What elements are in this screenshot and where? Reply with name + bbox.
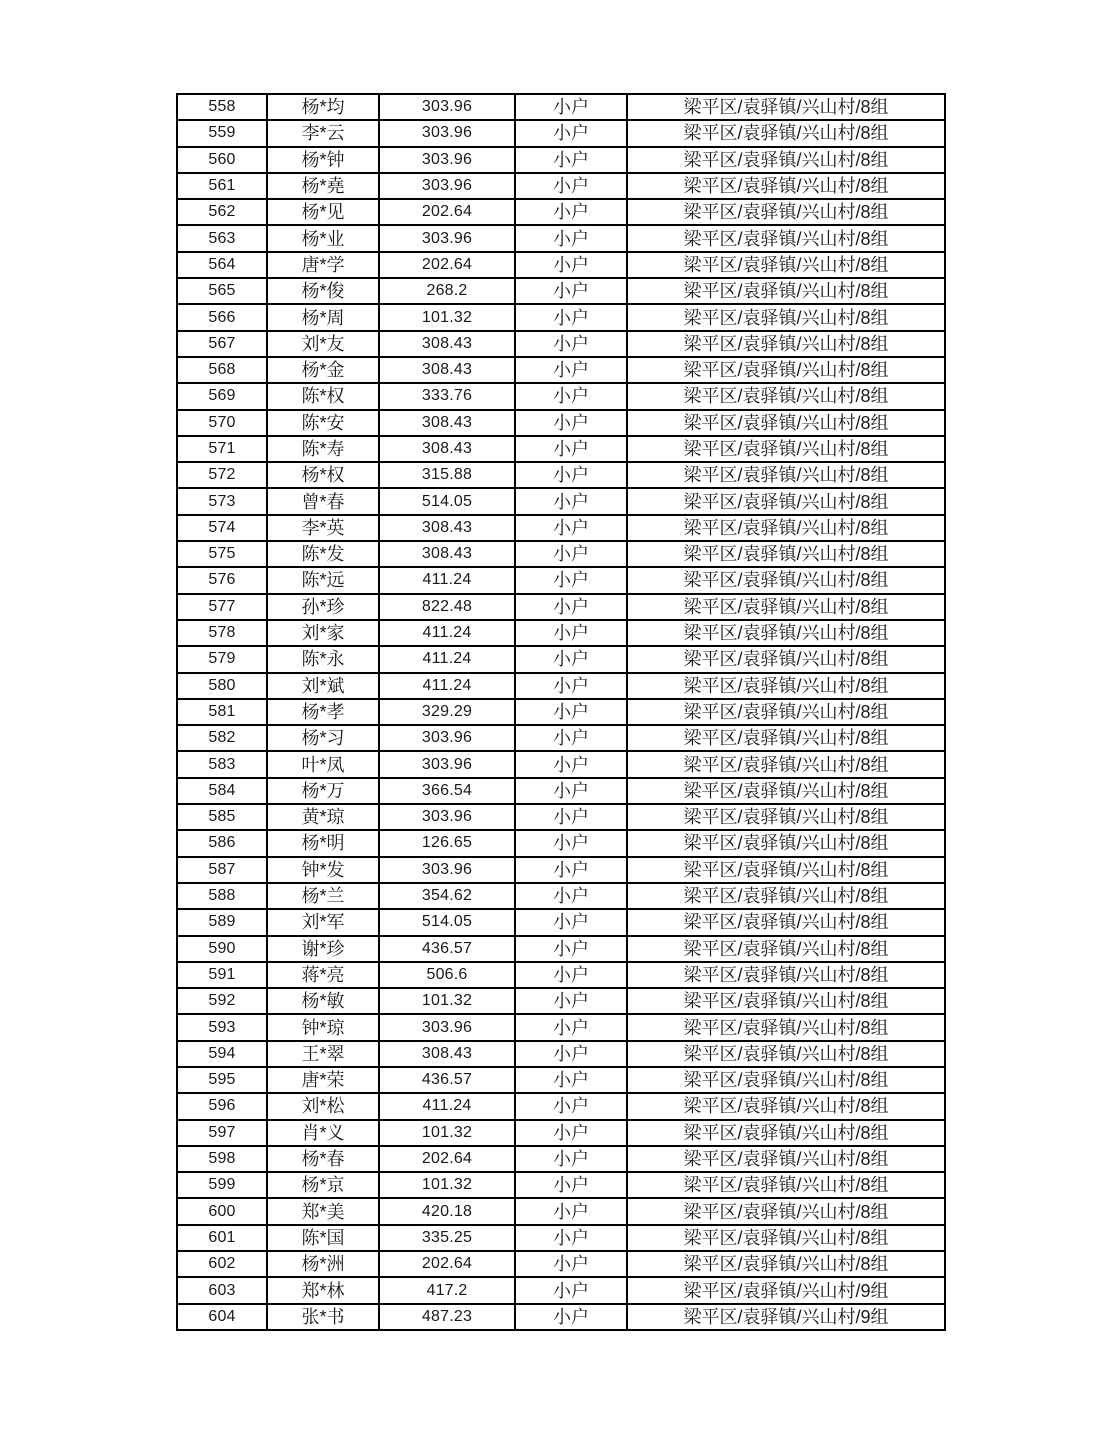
table-row [177,357,945,383]
table-row [177,830,945,856]
cell-household_type: 小户 [515,436,627,462]
cell-household_type: 小户 [515,462,627,488]
cell-amount: 333.76 [379,383,515,409]
cell-serial: 595 [177,1067,267,1093]
table-row [177,1304,945,1330]
table-row [177,594,945,620]
cell-serial: 588 [177,883,267,909]
cell-serial: 591 [177,962,267,988]
cell-amount: 308.43 [379,541,515,567]
cell-serial: 577 [177,594,267,620]
cell-amount: 514.05 [379,488,515,514]
cell-amount: 354.62 [379,883,515,909]
cell-amount: 411.24 [379,646,515,672]
cell-household_type: 小户 [515,804,627,830]
cell-name: 杨*金 [267,357,379,383]
cell-name: 杨*明 [267,830,379,856]
cell-serial: 566 [177,304,267,330]
cell-household_type: 小户 [515,883,627,909]
cell-name: 肖*义 [267,1120,379,1146]
cell-location: 梁平区/袁驿镇/兴山村/8组 [627,120,945,146]
cell-location: 梁平区/袁驿镇/兴山村/8组 [627,1067,945,1093]
table-row [177,488,945,514]
cell-household_type: 小户 [515,488,627,514]
cell-location: 梁平区/袁驿镇/兴山村/8组 [627,620,945,646]
cell-location: 梁平区/袁驿镇/兴山村/9组 [627,1277,945,1303]
cell-amount: 487.23 [379,1304,515,1330]
table-row [177,515,945,541]
cell-amount: 303.96 [379,725,515,751]
cell-household_type: 小户 [515,620,627,646]
table-row [177,1093,945,1119]
cell-location: 梁平区/袁驿镇/兴山村/8组 [627,594,945,620]
table-row [177,304,945,330]
cell-amount: 303.96 [379,147,515,173]
cell-serial: 598 [177,1146,267,1172]
table-row [177,225,945,251]
cell-amount: 101.32 [379,1120,515,1146]
table-body [177,94,945,1330]
cell-location: 梁平区/袁驿镇/兴山村/8组 [627,883,945,909]
cell-household_type: 小户 [515,1146,627,1172]
cell-name: 陈*远 [267,567,379,593]
cell-serial: 592 [177,988,267,1014]
cell-household_type: 小户 [515,1067,627,1093]
cell-location: 梁平区/袁驿镇/兴山村/8组 [627,1146,945,1172]
cell-serial: 597 [177,1120,267,1146]
cell-serial: 575 [177,541,267,567]
cell-name: 刘*友 [267,331,379,357]
cell-household_type: 小户 [515,988,627,1014]
cell-amount: 202.64 [379,252,515,278]
cell-household_type: 小户 [515,1041,627,1067]
cell-location: 梁平区/袁驿镇/兴山村/8组 [627,830,945,856]
table-row [177,1120,945,1146]
cell-location: 梁平区/袁驿镇/兴山村/8组 [627,357,945,383]
cell-serial: 581 [177,699,267,725]
cell-amount: 303.96 [379,857,515,883]
cell-serial: 593 [177,1014,267,1040]
table-row [177,646,945,672]
cell-amount: 202.64 [379,1251,515,1277]
cell-name: 蒋*亮 [267,962,379,988]
cell-serial: 600 [177,1198,267,1224]
cell-amount: 101.32 [379,988,515,1014]
cell-serial: 602 [177,1251,267,1277]
table-row [177,1251,945,1277]
cell-household_type: 小户 [515,936,627,962]
cell-name: 钟*发 [267,857,379,883]
cell-location: 梁平区/袁驿镇/兴山村/8组 [627,725,945,751]
cell-name: 杨*春 [267,1146,379,1172]
cell-location: 梁平区/袁驿镇/兴山村/8组 [627,699,945,725]
cell-amount: 514.05 [379,909,515,935]
cell-name: 刘*松 [267,1093,379,1119]
cell-amount: 506.6 [379,962,515,988]
cell-serial: 599 [177,1172,267,1198]
cell-location: 梁平区/袁驿镇/兴山村/8组 [627,1120,945,1146]
cell-name: 孙*珍 [267,594,379,620]
cell-serial: 564 [177,252,267,278]
table-row [177,1067,945,1093]
cell-name: 唐*学 [267,252,379,278]
table-row [177,1225,945,1251]
cell-serial: 579 [177,646,267,672]
cell-serial: 578 [177,620,267,646]
cell-household_type: 小户 [515,567,627,593]
cell-household_type: 小户 [515,1014,627,1040]
cell-serial: 587 [177,857,267,883]
table-row [177,331,945,357]
cell-name: 杨*京 [267,1172,379,1198]
cell-serial: 580 [177,673,267,699]
cell-location: 梁平区/袁驿镇/兴山村/8组 [627,1225,945,1251]
cell-location: 梁平区/袁驿镇/兴山村/9组 [627,1304,945,1330]
cell-household_type: 小户 [515,1120,627,1146]
table-row [177,1172,945,1198]
table-row [177,1277,945,1303]
cell-amount: 366.54 [379,778,515,804]
cell-location: 梁平区/袁驿镇/兴山村/8组 [627,278,945,304]
cell-household_type: 小户 [515,304,627,330]
cell-name: 谢*珍 [267,936,379,962]
cell-location: 梁平区/袁驿镇/兴山村/8组 [627,173,945,199]
cell-name: 杨*周 [267,304,379,330]
cell-household_type: 小户 [515,1093,627,1119]
cell-household_type: 小户 [515,594,627,620]
table-row [177,1041,945,1067]
cell-household_type: 小户 [515,857,627,883]
cell-amount: 126.65 [379,830,515,856]
cell-amount: 202.64 [379,199,515,225]
cell-serial: 570 [177,410,267,436]
cell-household_type: 小户 [515,725,627,751]
cell-household_type: 小户 [515,962,627,988]
cell-serial: 559 [177,120,267,146]
cell-amount: 308.43 [379,515,515,541]
table-row [177,778,945,804]
cell-location: 梁平区/袁驿镇/兴山村/8组 [627,1041,945,1067]
cell-serial: 603 [177,1277,267,1303]
cell-name: 陈*寿 [267,436,379,462]
cell-amount: 436.57 [379,936,515,962]
cell-name: 黄*琼 [267,804,379,830]
cell-household_type: 小户 [515,383,627,409]
cell-household_type: 小户 [515,94,627,120]
cell-household_type: 小户 [515,357,627,383]
cell-name: 张*书 [267,1304,379,1330]
cell-serial: 601 [177,1225,267,1251]
cell-name: 杨*钟 [267,147,379,173]
cell-household_type: 小户 [515,1251,627,1277]
cell-name: 叶*凤 [267,751,379,777]
table-row [177,962,945,988]
cell-location: 梁平区/袁驿镇/兴山村/8组 [627,147,945,173]
cell-household_type: 小户 [515,699,627,725]
table-row [177,94,945,120]
table-row [177,252,945,278]
cell-household_type: 小户 [515,331,627,357]
table-row [177,909,945,935]
table-row [177,1198,945,1224]
table-row [177,857,945,883]
cell-serial: 589 [177,909,267,935]
cell-location: 梁平区/袁驿镇/兴山村/8组 [627,541,945,567]
cell-amount: 411.24 [379,1093,515,1119]
table-row [177,278,945,304]
cell-household_type: 小户 [515,673,627,699]
cell-household_type: 小户 [515,120,627,146]
table-row [177,725,945,751]
cell-name: 杨*见 [267,199,379,225]
cell-name: 杨*孝 [267,699,379,725]
cell-serial: 568 [177,357,267,383]
cell-serial: 585 [177,804,267,830]
cell-name: 钟*琼 [267,1014,379,1040]
cell-serial: 576 [177,567,267,593]
table-row [177,173,945,199]
cell-household_type: 小户 [515,515,627,541]
cell-location: 梁平区/袁驿镇/兴山村/8组 [627,488,945,514]
cell-name: 杨*敏 [267,988,379,1014]
cell-location: 梁平区/袁驿镇/兴山村/8组 [627,331,945,357]
cell-location: 梁平区/袁驿镇/兴山村/8组 [627,515,945,541]
cell-amount: 335.25 [379,1225,515,1251]
cell-household_type: 小户 [515,830,627,856]
cell-serial: 569 [177,383,267,409]
cell-amount: 308.43 [379,436,515,462]
cell-household_type: 小户 [515,225,627,251]
cell-location: 梁平区/袁驿镇/兴山村/8组 [627,567,945,593]
cell-location: 梁平区/袁驿镇/兴山村/8组 [627,646,945,672]
cell-serial: 563 [177,225,267,251]
table-row [177,462,945,488]
cell-location: 梁平区/袁驿镇/兴山村/8组 [627,383,945,409]
cell-household_type: 小户 [515,199,627,225]
cell-serial: 558 [177,94,267,120]
payment-roster-table [176,93,946,1331]
cell-location: 梁平区/袁驿镇/兴山村/8组 [627,857,945,883]
table-row [177,673,945,699]
cell-amount: 202.64 [379,1146,515,1172]
cell-amount: 315.88 [379,462,515,488]
cell-amount: 308.43 [379,331,515,357]
cell-name: 李*英 [267,515,379,541]
table-row [177,436,945,462]
cell-location: 梁平区/袁驿镇/兴山村/8组 [627,1251,945,1277]
cell-household_type: 小户 [515,1304,627,1330]
cell-amount: 268.2 [379,278,515,304]
cell-name: 杨*堯 [267,173,379,199]
cell-name: 陈*永 [267,646,379,672]
cell-amount: 303.96 [379,173,515,199]
table-row [177,567,945,593]
cell-name: 杨*习 [267,725,379,751]
cell-name: 郑*林 [267,1277,379,1303]
cell-amount: 308.43 [379,410,515,436]
cell-location: 梁平区/袁驿镇/兴山村/8组 [627,436,945,462]
cell-location: 梁平区/袁驿镇/兴山村/8组 [627,225,945,251]
cell-name: 杨*均 [267,94,379,120]
cell-location: 梁平区/袁驿镇/兴山村/8组 [627,1093,945,1119]
cell-location: 梁平区/袁驿镇/兴山村/8组 [627,462,945,488]
cell-serial: 583 [177,751,267,777]
cell-location: 梁平区/袁驿镇/兴山村/8组 [627,778,945,804]
cell-serial: 573 [177,488,267,514]
cell-amount: 308.43 [379,1041,515,1067]
cell-name: 曾*春 [267,488,379,514]
cell-location: 梁平区/袁驿镇/兴山村/8组 [627,751,945,777]
table-row [177,988,945,1014]
cell-serial: 594 [177,1041,267,1067]
cell-name: 刘*家 [267,620,379,646]
cell-serial: 574 [177,515,267,541]
cell-name: 陈*国 [267,1225,379,1251]
cell-household_type: 小户 [515,173,627,199]
cell-household_type: 小户 [515,410,627,436]
cell-location: 梁平区/袁驿镇/兴山村/8组 [627,673,945,699]
cell-name: 刘*斌 [267,673,379,699]
cell-amount: 822.48 [379,594,515,620]
cell-serial: 567 [177,331,267,357]
table-row [177,147,945,173]
cell-amount: 411.24 [379,567,515,593]
cell-household_type: 小户 [515,1172,627,1198]
cell-name: 李*云 [267,120,379,146]
cell-location: 梁平区/袁驿镇/兴山村/8组 [627,804,945,830]
cell-location: 梁平区/袁驿镇/兴山村/8组 [627,1172,945,1198]
cell-amount: 411.24 [379,673,515,699]
cell-household_type: 小户 [515,1225,627,1251]
cell-name: 杨*俊 [267,278,379,304]
table-row [177,199,945,225]
table-row [177,936,945,962]
cell-location: 梁平区/袁驿镇/兴山村/8组 [627,1198,945,1224]
cell-name: 陈*发 [267,541,379,567]
table-row [177,620,945,646]
cell-amount: 411.24 [379,620,515,646]
cell-location: 梁平区/袁驿镇/兴山村/8组 [627,909,945,935]
cell-serial: 560 [177,147,267,173]
cell-serial: 572 [177,462,267,488]
cell-location: 梁平区/袁驿镇/兴山村/8组 [627,410,945,436]
cell-serial: 571 [177,436,267,462]
cell-serial: 604 [177,1304,267,1330]
table-row [177,1014,945,1040]
cell-name: 王*翠 [267,1041,379,1067]
cell-amount: 101.32 [379,1172,515,1198]
cell-name: 杨*兰 [267,883,379,909]
cell-serial: 561 [177,173,267,199]
table-row [177,883,945,909]
cell-amount: 303.96 [379,120,515,146]
cell-amount: 420.18 [379,1198,515,1224]
cell-location: 梁平区/袁驿镇/兴山村/8组 [627,936,945,962]
cell-name: 杨*洲 [267,1251,379,1277]
cell-amount: 329.29 [379,699,515,725]
cell-amount: 303.96 [379,225,515,251]
table-row [177,541,945,567]
cell-amount: 303.96 [379,751,515,777]
cell-household_type: 小户 [515,646,627,672]
cell-household_type: 小户 [515,147,627,173]
cell-name: 杨*权 [267,462,379,488]
cell-household_type: 小户 [515,778,627,804]
cell-amount: 101.32 [379,304,515,330]
cell-household_type: 小户 [515,278,627,304]
cell-location: 梁平区/袁驿镇/兴山村/8组 [627,988,945,1014]
table-row [177,120,945,146]
cell-name: 陈*安 [267,410,379,436]
cell-amount: 436.57 [379,1067,515,1093]
cell-serial: 596 [177,1093,267,1119]
cell-location: 梁平区/袁驿镇/兴山村/8组 [627,199,945,225]
table-row [177,383,945,409]
table-row [177,410,945,436]
table-row [177,699,945,725]
cell-name: 刘*军 [267,909,379,935]
table-row [177,804,945,830]
cell-household_type: 小户 [515,1198,627,1224]
cell-amount: 303.96 [379,1014,515,1040]
cell-location: 梁平区/袁驿镇/兴山村/8组 [627,94,945,120]
cell-household_type: 小户 [515,252,627,278]
cell-location: 梁平区/袁驿镇/兴山村/8组 [627,304,945,330]
cell-amount: 303.96 [379,804,515,830]
cell-serial: 582 [177,725,267,751]
cell-name: 唐*荣 [267,1067,379,1093]
cell-serial: 590 [177,936,267,962]
cell-location: 梁平区/袁驿镇/兴山村/8组 [627,962,945,988]
cell-household_type: 小户 [515,1277,627,1303]
cell-name: 杨*业 [267,225,379,251]
cell-household_type: 小户 [515,909,627,935]
cell-name: 杨*万 [267,778,379,804]
cell-name: 陈*权 [267,383,379,409]
table-row [177,1146,945,1172]
cell-amount: 303.96 [379,94,515,120]
cell-household_type: 小户 [515,751,627,777]
cell-serial: 562 [177,199,267,225]
cell-amount: 417.2 [379,1277,515,1303]
table-row [177,751,945,777]
cell-location: 梁平区/袁驿镇/兴山村/8组 [627,252,945,278]
cell-serial: 584 [177,778,267,804]
cell-serial: 565 [177,278,267,304]
cell-serial: 586 [177,830,267,856]
cell-name: 郑*美 [267,1198,379,1224]
cell-location: 梁平区/袁驿镇/兴山村/8组 [627,1014,945,1040]
cell-household_type: 小户 [515,541,627,567]
cell-amount: 308.43 [379,357,515,383]
